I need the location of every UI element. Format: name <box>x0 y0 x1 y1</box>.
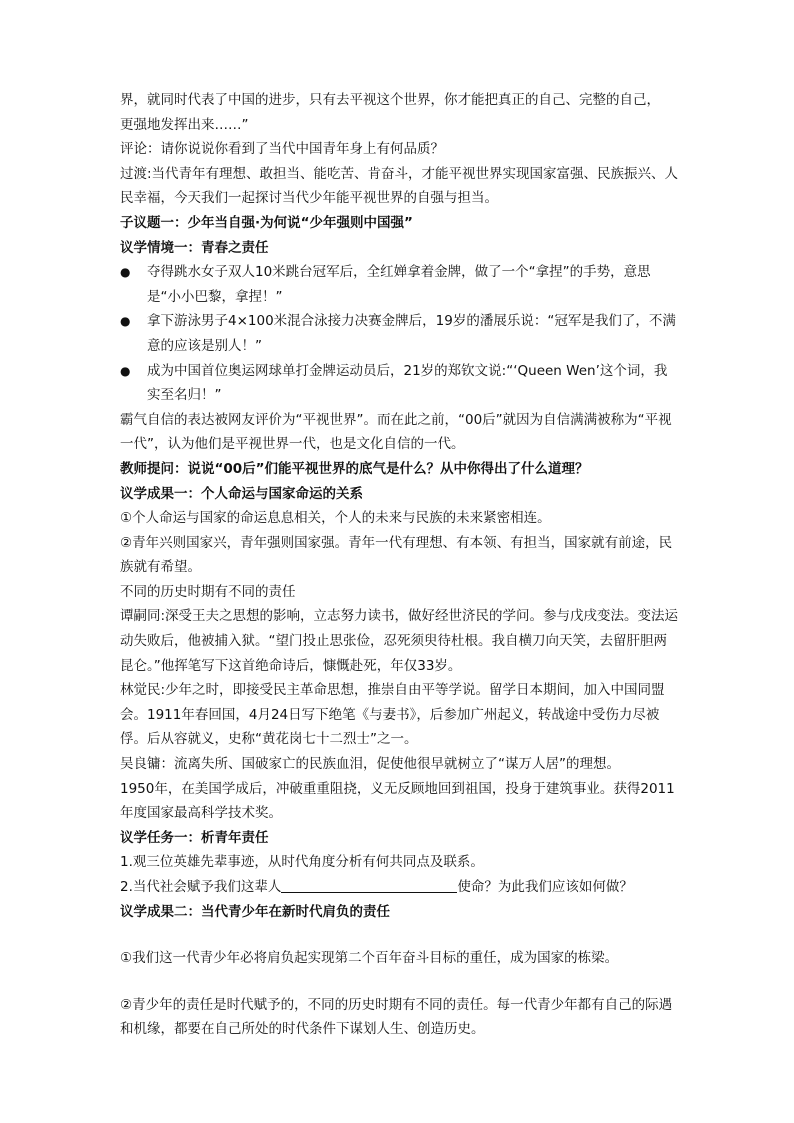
result-1-item: ①个人命运与国家的命运息息相关，个人的未来与民族的未来紧密相连。 <box>120 510 551 527</box>
hero-paragraph: 谭嗣同:深受王夫之思想的影响，立志努力读书，做好经世济民的学问。参与戊戌变法。变法运动失败后，他被捕入狱。“望门投止思张俭，忍死须臾待杜根。我自横刀向天笑，去留肝胆两昆仑。”他挥笔写下这首绝命诗后，慷慨赴死，年仅33岁。 <box>120 608 679 674</box>
result-2-heading: 议学成果二：当代青少年在新时代肩负的责任 <box>120 903 390 920</box>
era-heading: 不同的历史时期有不同的责任 <box>120 583 296 600</box>
bullet-item: ● 拿下游泳男子4×100米混合泳接力决赛金牌后，19岁的潘展乐说：“冠军是我们了，不满意的应该是别人！” <box>120 309 680 358</box>
bullet-item: ● 夺得跳水女子双人10米跳台冠军后，全红婵拿着金牌，做了一个“拿捏”的手势，意思是“小小巴黎，拿捏！” <box>120 260 680 309</box>
task-1-heading: 议学任务一：析青年责任 <box>120 829 269 846</box>
hero-paragraph: 吴良镛：流离失所、国破家亡的民族血泪，促使他很早就树立了“谋万人居”的理想。 <box>120 756 620 773</box>
quote-line-1: 界，就同时代表了中国的进步，只有去平视这个世界，你才能把真正的自己、完整的自己， <box>120 92 660 108</box>
hero-paragraph: 1950年，在美国学成后，冲破重重阻挠，义无反顾地回到祖国，投身于建筑事业。获得2011年度国家最高科学技术奖。 <box>120 780 675 822</box>
question-text: 使命？为此我们应该如何做？ <box>457 879 633 895</box>
result-2-item: ①我们这一代青少年必将肩负起实现第二个百年奋斗目标的重任，成为国家的栋梁。 <box>120 950 619 967</box>
quote-line-2: 更强地发挥出来……” <box>120 116 249 133</box>
task-1-question-2 <box>120 875 680 900</box>
bullet-item: ● 成为中国首位奥运网球单打金牌运动员后，21岁的郑钦文说:“‘Queen Wen’这个词，我实至名归！” <box>120 359 680 408</box>
netizen-paragraph: 霸气自信的表达被网友评价为“平视世界”。而在此之前，“00后”就因为自信满满被称为“平视一代”，认为他们是平视世界一代，也是文化自信的一代。 <box>120 411 672 453</box>
athlete-bullet-list <box>120 260 680 408</box>
question-text: 2.当代社会赋予我们这辈人 <box>120 879 282 895</box>
result-2-item: ②青少年的责任是时代赋予的，不同的历史时期有不同的责任。每一代青少年都有自己的际遇和机缘，都要在自己所处的时代条件下谋划人生、创造历史。 <box>120 996 673 1038</box>
hero-paragraph: 林觉民:少年之时，即接受民主革命思想，推崇自由平等学说。留学日本期间，加入中国同盟会。1911年春回国，4月24日写下绝笔《与妻书》，后参加广州起义，转战途中受伤力尽被俘。后从容就义，史称“黄花岗七十二烈士”之一。 <box>120 682 665 748</box>
subtopic-1-heading: 子议题一：少年当自强·为何说“少年强则中国强” <box>120 214 413 231</box>
comment-paragraph: 评论：请你说说你看到了当代中国青年身上有何品质？ <box>120 141 444 158</box>
teacher-question: 教师提问：说说“00后”们能平视世界的底气是什么？从中你得出了什么道理？ <box>120 460 589 477</box>
result-1-item: ②青年兴则国家兴，青年强则国家强。青年一代有理想、有本领、有担当，国家就有前途，民族就有希望。 <box>120 534 673 576</box>
document-page <box>120 88 680 1042</box>
result-1-heading: 议学成果一：个人命运与国家命运的关系 <box>120 485 363 502</box>
task-1-question-1: 1.观三位英雄先辈事迹，从时代角度分析有何共同点及联系。 <box>120 854 484 871</box>
transition-paragraph: 过渡:当代青年有理想、敢担当、能吃苦、肯奋斗，才能平视世界实现国家富强、民族振兴、人民幸福，今天我们一起探讨当代少年能平视世界的自强与担当。 <box>120 165 679 207</box>
situation-1-heading: 议学情境一：青春之责任 <box>120 239 269 256</box>
fill-in-blank <box>281 878 457 893</box>
